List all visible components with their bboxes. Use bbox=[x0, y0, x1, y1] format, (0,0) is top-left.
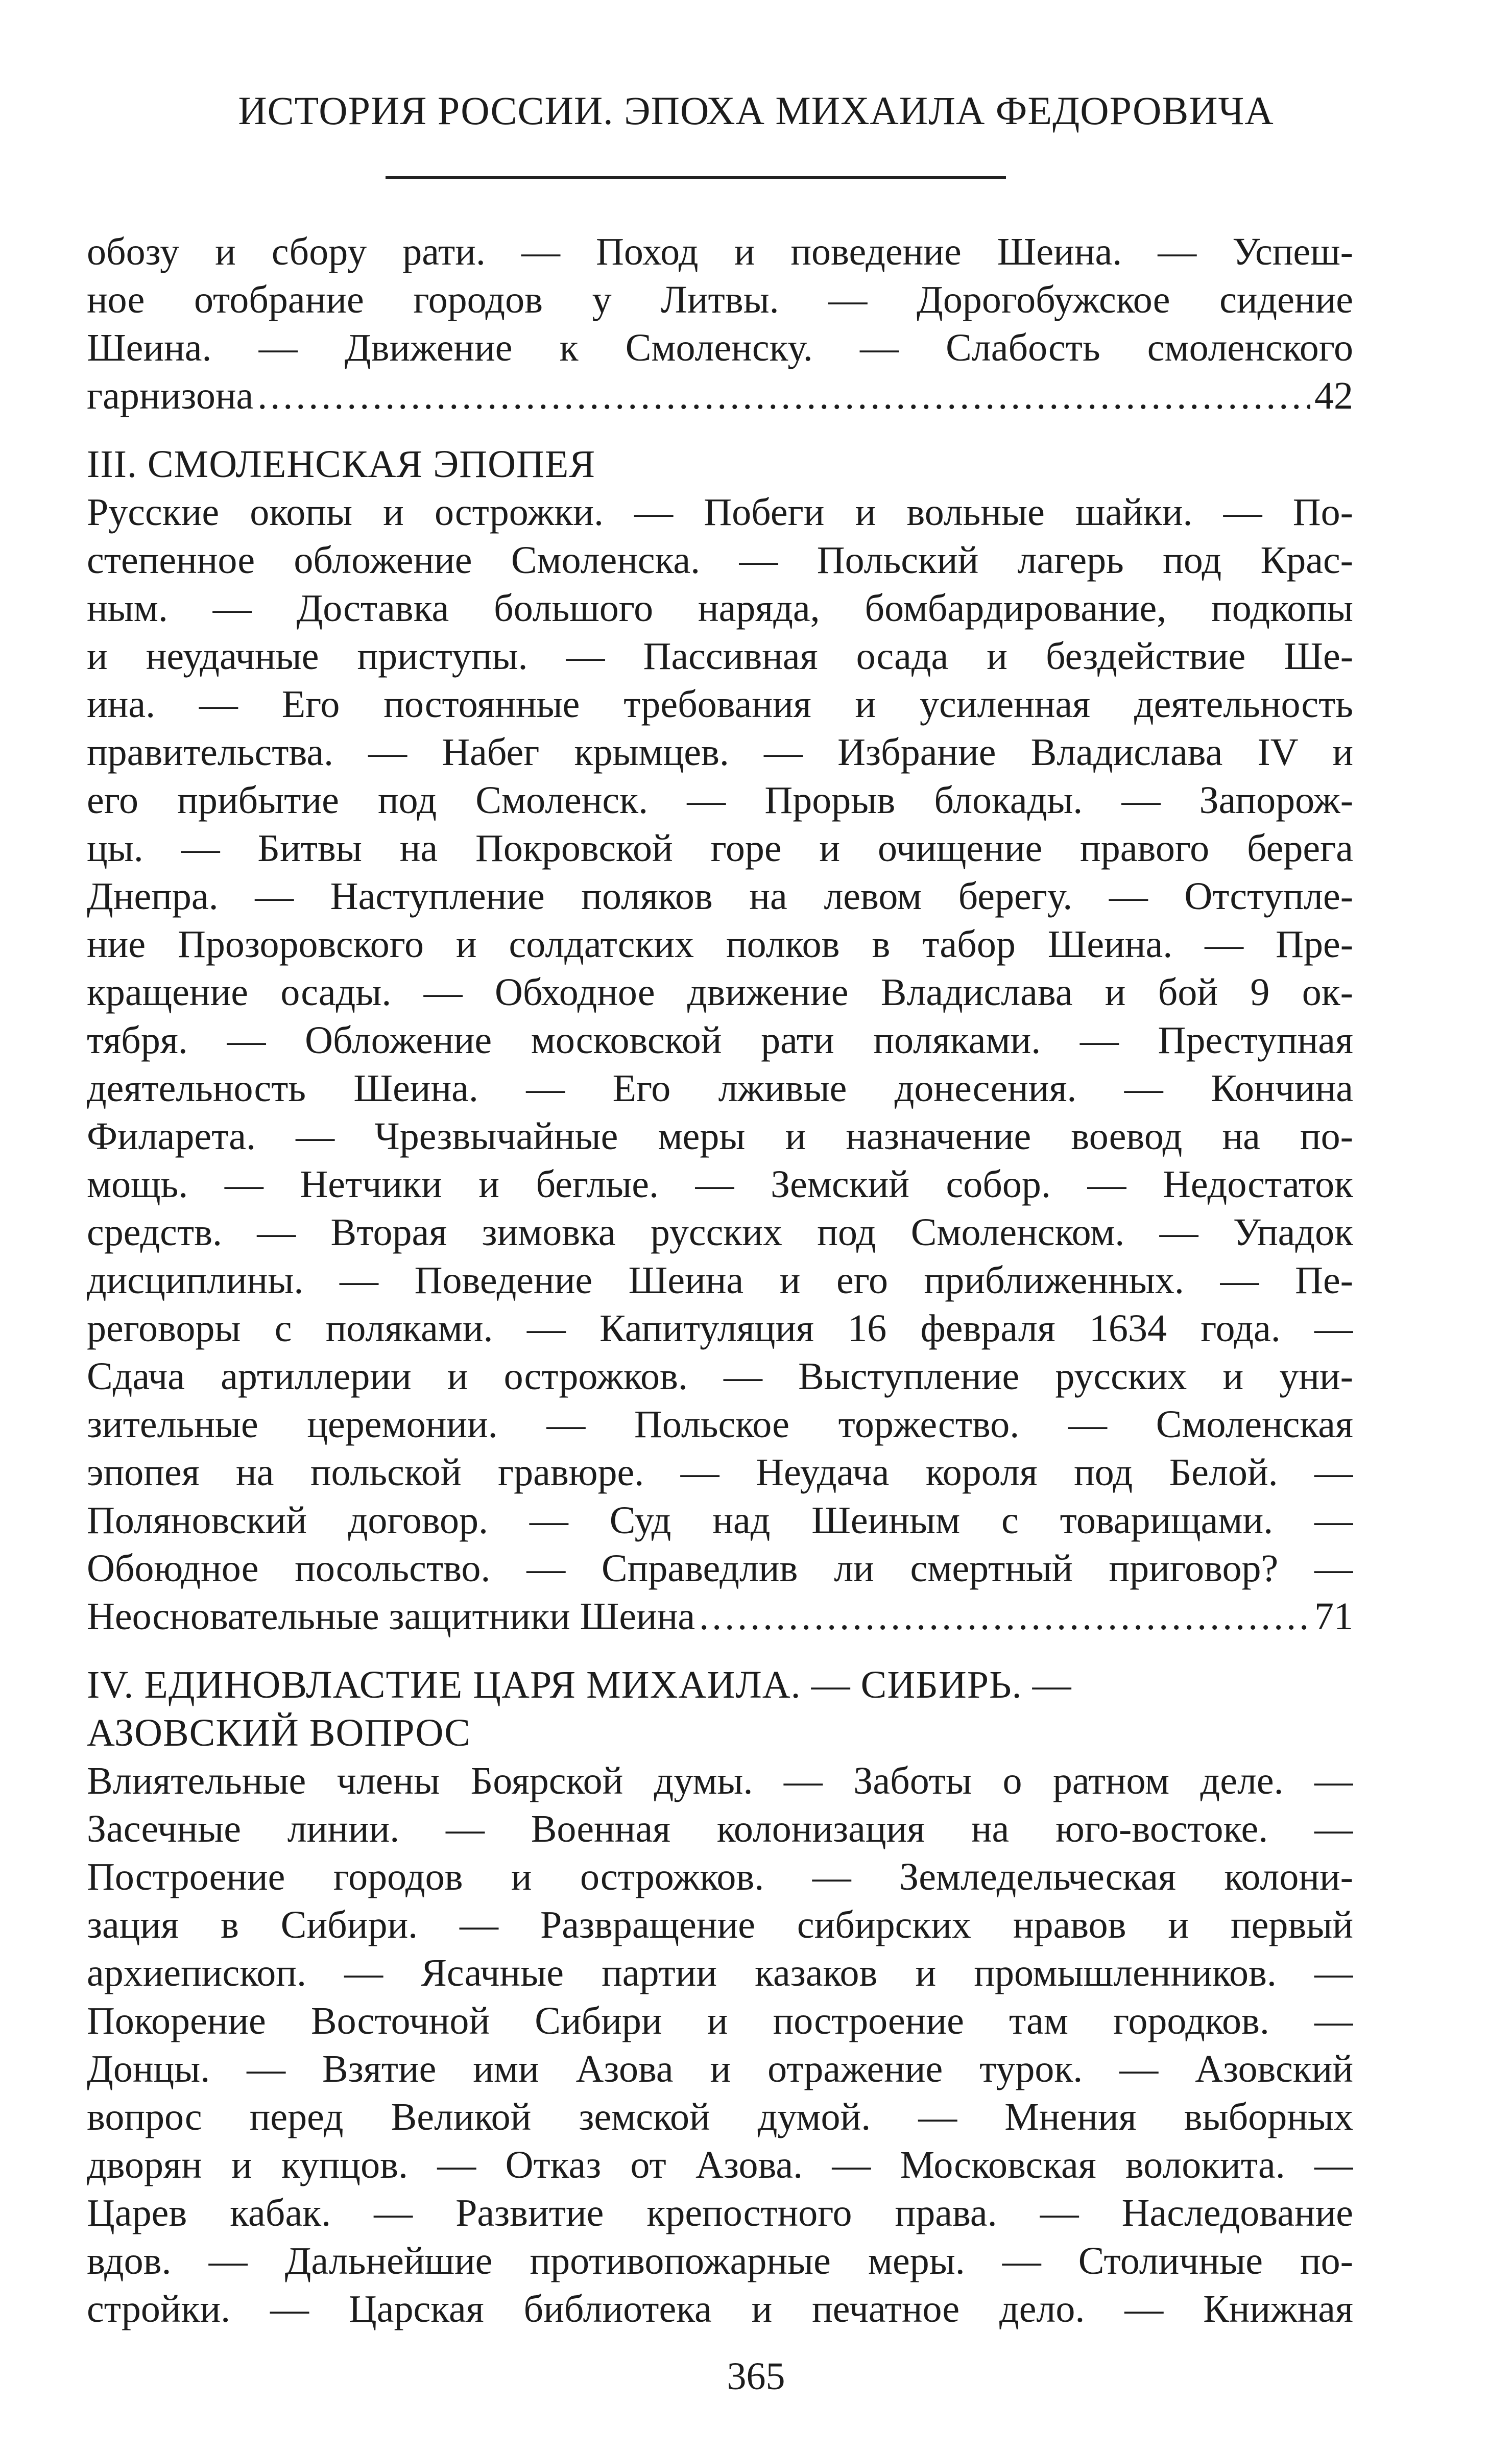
running-head: ИСТОРИЯ РОССИИ. ЭПОХА МИХАИЛА ФЕДОРОВИЧА bbox=[238, 88, 1274, 133]
entry-tail bbox=[87, 372, 1353, 420]
entry-line: вопрос перед Великой земской думой. — Мнения выборных bbox=[87, 2096, 1353, 2138]
entry-line: ние Прозоровского и солдатских полков в табор Шеина. — Пре- bbox=[87, 923, 1353, 966]
entry-line: тября. — Обложение московской рати поляками. — Преступная bbox=[87, 1019, 1353, 1062]
entry-line: средств. — Вторая зимовка русских под Смоленском. — Упадок bbox=[87, 1211, 1353, 1254]
entry-line: обозу и сбору рати. — Поход и поведение Шеина. — Успеш- bbox=[87, 230, 1353, 273]
entry-line: правительства. — Набег крымцев. — Избрание Владислава IV и bbox=[87, 731, 1353, 774]
entry-tail-text: Неосновательные защитники Шеина bbox=[87, 1595, 695, 1638]
dot-leader bbox=[699, 1592, 1310, 1640]
entry-line: эпопея на польской гравюре. — Неудача короля под Белой. — bbox=[87, 1451, 1353, 1494]
entry-line: ным. — Доставка большого наряда, бомбардирование, подкопы bbox=[87, 587, 1353, 630]
entry-line: Шеина. — Движение к Смоленску. — Слабость смоленского bbox=[87, 326, 1353, 369]
entry-line: реговоры с поляками. — Капитуляция 16 февраля 1634 года. — bbox=[87, 1307, 1353, 1350]
entry-line: Русские окопы и острожки. — Побеги и вольные шайки. — По- bbox=[87, 491, 1353, 534]
entry-line: Царев кабак. — Развитие крепостного права. — Наследование bbox=[87, 2192, 1353, 2234]
entry-line: Сдача артиллерии и острожков. — Выступление русских и уни- bbox=[87, 1355, 1353, 1398]
toc-entry-chapter-4 bbox=[87, 1661, 1353, 2333]
entry-line: мощь. — Нетчики и беглые. — Земский собор. — Недостаток bbox=[87, 1163, 1353, 1206]
entry-line: деятельность Шеина. — Его лживые донесения. — Кончина bbox=[87, 1067, 1353, 1110]
toc-entry-continued bbox=[87, 228, 1353, 420]
entry-line: Донцы. — Взятие ими Азова и отражение турок. — Азовский bbox=[87, 2048, 1353, 2090]
entry-line: дисциплины. — Поведение Шеина и его приближенных. — Пе- bbox=[87, 1259, 1353, 1302]
entry-line: цы. — Битвы на Покровской горе и очищение правого берега bbox=[87, 827, 1353, 870]
entry-line: Построение городов и острожков. — Земледельческая колони- bbox=[87, 1855, 1353, 1898]
chapter-title: III. СМОЛЕНСКАЯ ЭПОПЕЯ bbox=[87, 443, 596, 486]
entry-line: Филарета. — Чрезвычайные меры и назначение воевод на по- bbox=[87, 1115, 1353, 1158]
page-number: 365 bbox=[727, 2355, 785, 2398]
entry-line: дворян и купцов. — Отказ от Азова. — Московская волокита. — bbox=[87, 2144, 1353, 2186]
entry-line: Покорение Восточной Сибири и построение там городков. — bbox=[87, 1999, 1353, 2042]
entry-tail-text: гарнизона bbox=[87, 374, 254, 417]
table-of-contents bbox=[87, 228, 1353, 2353]
entry-line: и неудачные приступы. — Пассивная осада и бездействие Ше- bbox=[87, 635, 1353, 678]
entry-line: ное отобрание городов у Литвы. — Дорогобужское сидение bbox=[87, 278, 1353, 321]
entry-line: вдов. — Дальнейшие противопожарные меры. — Столичные по- bbox=[87, 2240, 1353, 2282]
entry-tail bbox=[87, 1592, 1353, 1640]
entry-line: Обоюдное посольство. — Справедлив ли смертный приговор? — bbox=[87, 1547, 1353, 1590]
entry-line: Поляновский договор. — Суд над Шеиным с товарищами. — bbox=[87, 1499, 1353, 1542]
entry-line: степенное обложение Смоленска. — Польский лагерь под Крас- bbox=[87, 539, 1353, 582]
chapter-title-line: АЗОВСКИЙ ВОПРОС bbox=[87, 1711, 471, 1754]
entry-line: зительные церемонии. — Польское торжество. — Смоленская bbox=[87, 1403, 1353, 1446]
entry-page-number: 42 bbox=[1314, 374, 1353, 417]
entry-line: архиепископ. — Ясачные партии казаков и промышленников. — bbox=[87, 1951, 1353, 1994]
entry-line: Засечные линии. — Военная колонизация на юго-востоке. — bbox=[87, 1807, 1353, 1850]
header-rule bbox=[386, 176, 1006, 179]
dot-leader bbox=[257, 372, 1310, 420]
entry-line: зация в Сибири. — Развращение сибирских нравов и первый bbox=[87, 1903, 1353, 1946]
entry-line: Влиятельные члены Боярской думы. — Заботы о ратном деле. — bbox=[87, 1759, 1353, 1802]
entry-page-number: 71 bbox=[1314, 1595, 1353, 1638]
entry-line: Днепра. — Наступление поляков на левом берегу. — Отступле- bbox=[87, 875, 1353, 918]
toc-entry-chapter-3 bbox=[87, 440, 1353, 1640]
entry-line: его прибытие под Смоленск. — Прорыв блокады. — Запорож- bbox=[87, 779, 1353, 822]
entry-line: кращение осады. — Обходное движение Владислава и бой 9 ок- bbox=[87, 971, 1353, 1014]
entry-line: ина. — Его постоянные требования и усиленная деятельность bbox=[87, 683, 1353, 726]
entry-line: стройки. — Царская библиотека и печатное дело. — Книжная bbox=[87, 2288, 1353, 2330]
chapter-title-line: IV. ЕДИНОВЛАСТИЕ ЦАРЯ МИХАИЛА. — СИБИРЬ. — bbox=[87, 1663, 1072, 1706]
